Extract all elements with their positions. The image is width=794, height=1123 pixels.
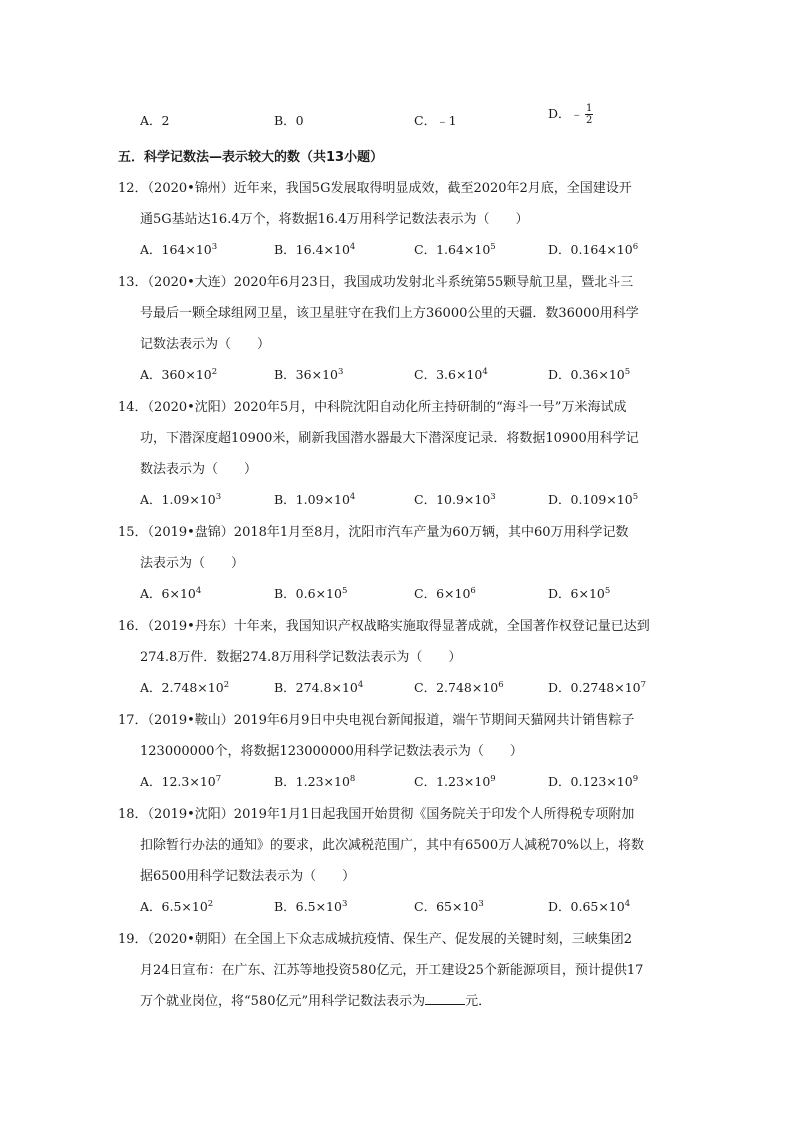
option-label: B．0.6×10 xyxy=(274,586,342,601)
q11-option-c[interactable]: C．﹣1 xyxy=(414,113,457,128)
q15-options xyxy=(140,584,740,610)
q13-option-b[interactable] xyxy=(274,365,343,383)
option-exponent: 4 xyxy=(624,899,631,909)
option-exponent: 2 xyxy=(223,680,230,690)
q17-option-a[interactable] xyxy=(140,772,221,790)
section-title: 五．科学记数法—表示较大的数（共13小题） xyxy=(118,150,384,165)
fraction-numerator: 1 xyxy=(586,103,593,114)
option-exponent: 6 xyxy=(632,242,639,252)
option-exponent: 2 xyxy=(211,367,218,377)
option-exponent: 3 xyxy=(215,492,222,502)
option-label: D．0.123×10 xyxy=(548,774,633,789)
q12-options xyxy=(140,240,740,266)
option-label: C．10.9×10 xyxy=(414,492,491,507)
q12-option-a[interactable] xyxy=(140,240,217,258)
q11-option-d-fraction xyxy=(585,103,593,126)
q12-option-c[interactable] xyxy=(414,240,496,258)
q19-line3-prefix: 万个就业岗位，将“580亿元”用科学记数法表示为 xyxy=(140,994,426,1009)
q13-stem-line3: 记数法表示为（ ） xyxy=(140,337,271,352)
option-exponent: 9 xyxy=(490,774,496,784)
q18-option-d[interactable] xyxy=(548,897,630,915)
q14-stem-line1: 14．（2020•沈阳）2020年5月，中科院沈阳自动化所主持研制的“海斗一号”万米海试成 xyxy=(118,400,627,415)
option-exponent: 5 xyxy=(341,586,348,596)
q18-stem-line3: 据6500用科学记数法表示为（ ） xyxy=(140,869,356,884)
q17-stem-line2: 123000000个，将数据123000000用科学记数法表示为（ ） xyxy=(140,744,523,759)
option-label: B．16.4×10 xyxy=(274,242,350,257)
q19-line3-suffix: 元． xyxy=(465,994,492,1009)
q17-stem-line1: 17．（2019•鞍山）2019年6月9日中央电视台新闻报道，端午节期间天猫网共计销售粽子 xyxy=(118,713,635,728)
option-label: A．6×10 xyxy=(140,586,196,601)
option-label: D．0.36×10 xyxy=(548,367,625,382)
q15-option-c[interactable] xyxy=(414,584,476,602)
q15-option-a[interactable] xyxy=(140,584,201,602)
option-exponent: 4 xyxy=(349,242,356,252)
q11-options xyxy=(140,103,740,137)
q15-stem-line1: 15．（2019•盘锦）2018年1月至8月，沈阳市汽车产量为60万辆，其中60万用科学记数 xyxy=(118,525,629,540)
option-exponent: 8 xyxy=(349,774,356,784)
option-exponent: 2 xyxy=(207,899,214,909)
q17-options xyxy=(140,772,740,798)
option-label: B．36×10 xyxy=(274,367,338,382)
option-label: D．0.164×10 xyxy=(548,242,633,257)
q19-stem-line1: 19．（2020•朝阳）在全国上下众志成城抗疫情、保生产、促发展的关键时刻，三峡集团2 xyxy=(118,932,633,947)
option-exponent: 5 xyxy=(632,492,639,502)
q15-option-d[interactable] xyxy=(548,584,610,602)
q13-options xyxy=(140,365,740,391)
q14-option-a[interactable] xyxy=(140,490,221,508)
option-exponent: 9 xyxy=(632,774,639,784)
q17-option-b[interactable] xyxy=(274,772,355,790)
option-label: D．6×10 xyxy=(548,586,605,601)
option-label: D．0.2748×10 xyxy=(548,680,641,695)
option-label: A．12.3×10 xyxy=(140,774,216,789)
option-exponent: 3 xyxy=(341,899,348,909)
option-label: D．0.65×10 xyxy=(548,899,625,914)
q16-options xyxy=(140,678,740,704)
option-exponent: 3 xyxy=(478,899,484,909)
q11-option-d[interactable] xyxy=(548,103,593,126)
option-label: B．1.09×10 xyxy=(274,492,350,507)
q14-stem-line3: 数法表示为（ ） xyxy=(140,462,258,477)
option-label: D．0.109×10 xyxy=(548,492,633,507)
q13-stem-line1: 13．（2020•大连）2020年6月23日，我国成功发射北斗系统第55颗导航卫星，暨北斗三 xyxy=(118,275,634,290)
q13-stem-line2: 号最后一颗全球组网卫星，该卫星驻守在我们上方36000公里的天疆．数36000用科学 xyxy=(140,306,639,321)
q11-option-a[interactable]: A．2 xyxy=(140,113,170,128)
q16-stem-line1: 16．（2019•丹东）十年来，我国知识产权战略实施取得显著成就，全国著作权登记量已达到 xyxy=(118,619,650,634)
option-label: A．360×10 xyxy=(140,367,212,382)
q13-option-c[interactable] xyxy=(414,365,488,383)
q11-option-d-prefix: D．﹣ xyxy=(548,106,584,121)
option-exponent: 3 xyxy=(211,242,218,252)
option-exponent: 6 xyxy=(470,586,476,596)
q18-option-c[interactable] xyxy=(414,897,484,915)
q17-option-c[interactable] xyxy=(414,772,496,790)
option-exponent: 4 xyxy=(482,367,488,377)
q16-option-b[interactable] xyxy=(274,678,363,696)
option-exponent: 6 xyxy=(498,680,504,690)
option-exponent: 5 xyxy=(490,242,496,252)
option-label: A．6.5×10 xyxy=(140,899,208,914)
q18-stem-line1: 18．（2019•沈阳）2019年1月1日起我国开始贯彻《国务院关于印发个人所得税专项附加 xyxy=(118,807,635,822)
q12-option-d[interactable] xyxy=(548,240,638,258)
q19-answer-blank[interactable] xyxy=(425,992,465,1005)
option-exponent: 5 xyxy=(624,367,631,377)
q16-stem-line2: 274.8万件．数据274.8万用科学记数法表示为（ ） xyxy=(140,650,462,665)
option-label: A．1.09×10 xyxy=(140,492,216,507)
q16-option-d[interactable] xyxy=(548,678,646,696)
q16-option-c[interactable] xyxy=(414,678,504,696)
q13-option-d[interactable] xyxy=(548,365,630,383)
option-exponent: 4 xyxy=(195,586,202,596)
q12-stem-line2: 通5G基站达16.4万个，将数据16.4万用科学记数法表示为（ ） xyxy=(140,212,529,227)
option-exponent: 4 xyxy=(357,680,364,690)
q19-stem-line3 xyxy=(140,990,491,1009)
option-label: B．6.5×10 xyxy=(274,899,342,914)
q14-option-d[interactable] xyxy=(548,490,638,508)
q18-stem-line2: 扣除暂行办法的通知》的要求，此次减税范围广，其中有6500万人减税70%以上，将数 xyxy=(140,838,644,853)
q15-stem-line2: 法表示为（ ） xyxy=(140,556,245,571)
option-label: C．2.748×10 xyxy=(414,680,499,695)
option-label: B．1.23×10 xyxy=(274,774,350,789)
q14-options xyxy=(140,490,740,516)
q14-option-b[interactable] xyxy=(274,490,355,508)
option-exponent: 7 xyxy=(215,774,222,784)
option-label: C．3.6×10 xyxy=(414,367,483,382)
q14-stem-line2: 功，下潜深度超10900米，刷新我国潜水器最大下潜深度记录．将数据10900用科学记 xyxy=(140,431,639,446)
option-exponent: 7 xyxy=(640,680,647,690)
q18-option-a[interactable] xyxy=(140,897,213,915)
q12-option-b[interactable] xyxy=(274,240,355,258)
q14-option-c[interactable] xyxy=(414,490,496,508)
option-label: C．65×10 xyxy=(414,899,479,914)
option-label: B．274.8×10 xyxy=(274,680,358,695)
q18-option-b[interactable] xyxy=(274,897,347,915)
option-exponent: 5 xyxy=(604,586,611,596)
q11-option-b[interactable]: B．0 xyxy=(274,113,304,128)
option-label: C．1.64×10 xyxy=(414,242,491,257)
q12-stem-line1: 12．（2020•锦州）近年来，我国5G发展取得明显成效，截至2020年2月底，全国建设开 xyxy=(118,181,632,196)
q13-option-a[interactable] xyxy=(140,365,217,383)
q18-options xyxy=(140,897,740,923)
option-label: A．164×10 xyxy=(140,242,212,257)
option-label: C．6×10 xyxy=(414,586,471,601)
q15-option-b[interactable] xyxy=(274,584,347,602)
fraction-denominator: 2 xyxy=(586,115,593,126)
option-label: C．1.23×10 xyxy=(414,774,491,789)
q19-stem-line2: 月24日宣布：在广东、江苏等地投资580亿元，开工建设25个新能源项目，预计提供17 xyxy=(140,963,644,978)
q17-option-d[interactable] xyxy=(548,772,638,790)
q16-option-a[interactable] xyxy=(140,678,229,696)
option-label: A．2.748×10 xyxy=(140,680,224,695)
option-exponent: 3 xyxy=(337,367,344,377)
option-exponent: 4 xyxy=(349,492,356,502)
option-exponent: 3 xyxy=(490,492,496,502)
